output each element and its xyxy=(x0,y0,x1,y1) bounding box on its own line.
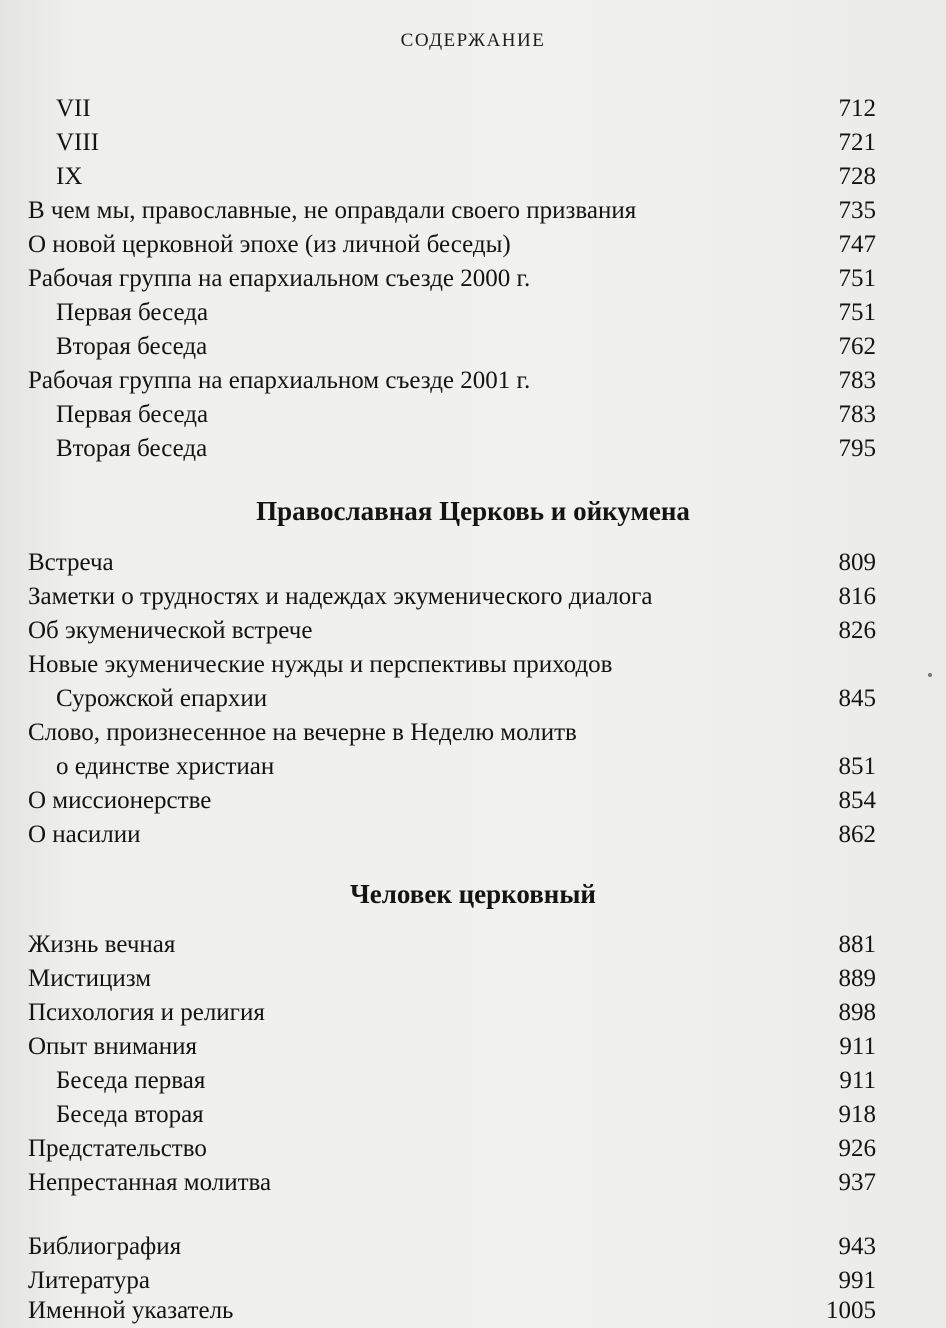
toc-entry-page: 851 xyxy=(838,753,876,780)
toc-entry-title: Рабочая группа на епархиальном съезде 2001 г. xyxy=(28,367,531,394)
toc-entry-title: О насилии xyxy=(28,821,141,848)
toc-entry-page: 712 xyxy=(838,95,876,122)
toc-entry xyxy=(28,1064,876,1098)
section-heading: Православная Церковь и ойкумена xyxy=(256,496,690,526)
toc-entry xyxy=(28,1294,876,1328)
toc-entry xyxy=(28,1264,876,1298)
toc-entry-title: Психология и религия xyxy=(28,999,265,1026)
toc-entry-title: Беседа первая xyxy=(56,1067,206,1094)
toc-entry xyxy=(28,330,876,364)
toc-entry-title: Библиография xyxy=(28,1233,182,1260)
toc-entry xyxy=(28,432,876,466)
toc-entry-title: Рабочая группа на епархиальном съезде 2000 г. xyxy=(28,265,531,292)
toc-entry-title: Вторая беседа xyxy=(56,435,208,462)
toc-entry-page: 862 xyxy=(838,821,876,848)
toc-entry-title: Об экуменической встрече xyxy=(28,617,313,644)
toc-entry-title: О новой церковной эпохе (из личной беседы) xyxy=(28,231,511,258)
toc-entry xyxy=(28,1030,876,1064)
toc-entry xyxy=(28,546,876,580)
toc-entry xyxy=(28,648,876,682)
toc-entry-page: 721 xyxy=(838,129,876,156)
toc-entry-page: 943 xyxy=(838,1233,876,1260)
toc-entry xyxy=(28,228,876,262)
toc-entry-title: VII xyxy=(56,95,91,122)
toc-entry-page: 881 xyxy=(838,931,876,958)
toc-entry-title: Заметки о трудностях и надеждах экуменического диалога xyxy=(28,583,653,610)
toc-entry-title: Встреча xyxy=(28,549,114,576)
toc-entry-continuation xyxy=(28,750,876,784)
toc-entry-page: 751 xyxy=(838,299,876,326)
toc-entry-title: Мистицизм xyxy=(28,965,152,992)
toc-entry-page: 926 xyxy=(838,1135,876,1162)
toc-entry xyxy=(28,194,876,228)
toc-entry-title: Вторая беседа xyxy=(56,333,208,360)
toc-entry xyxy=(28,1166,876,1200)
toc-entry-title: о единстве христиан xyxy=(56,753,275,780)
toc-entry xyxy=(28,1098,876,1132)
toc-entry-page: 991 xyxy=(838,1267,876,1294)
toc-entry-page: 816 xyxy=(838,583,876,610)
toc-entry-title: Непрестанная молитва xyxy=(28,1169,272,1196)
toc-entry-page: 1005 xyxy=(826,1297,876,1324)
toc-entry-page: 728 xyxy=(838,163,876,190)
toc-entry-page: 783 xyxy=(838,367,876,394)
paper-speck xyxy=(928,673,932,677)
toc-entry xyxy=(28,716,876,750)
toc-entry-page: 898 xyxy=(838,999,876,1026)
toc-entry-page: 747 xyxy=(838,231,876,258)
toc-entry xyxy=(28,996,876,1030)
toc-entry-continuation xyxy=(28,682,876,716)
toc-entry-page: 918 xyxy=(838,1101,876,1128)
toc-entry-title: Первая беседа xyxy=(56,401,209,428)
toc-entry-title: Беседа вторая xyxy=(56,1101,204,1128)
toc-entry xyxy=(28,398,876,432)
toc-entry xyxy=(28,160,876,194)
toc-entry-page: 762 xyxy=(838,333,876,360)
toc-entry-page: 751 xyxy=(838,265,876,292)
toc-entry-title: VIII xyxy=(56,129,100,156)
toc-entry-title: IX xyxy=(56,163,83,190)
section-heading: Человек церковный xyxy=(349,879,596,909)
toc-entry-page: 809 xyxy=(838,549,876,576)
toc-entry-title: Литература xyxy=(28,1267,150,1294)
toc-entry-title: Именной указатель xyxy=(28,1297,234,1324)
toc-entry xyxy=(28,580,876,614)
toc-entry-title: Сурожской епархии xyxy=(56,685,268,712)
toc-entry xyxy=(28,126,876,160)
toc-entry-page: 735 xyxy=(838,197,876,224)
toc-entry-page: 911 xyxy=(839,1067,876,1094)
toc-entry xyxy=(28,1230,876,1264)
toc-entry-title: Предстательство xyxy=(28,1135,207,1162)
toc-entry-title: В чем мы, православные, не оправдали своего призвания xyxy=(28,197,637,224)
toc-entry xyxy=(28,364,876,398)
toc-entry xyxy=(28,818,876,852)
toc-entry-title: Жизнь вечная xyxy=(28,931,176,958)
toc-entry-page: 783 xyxy=(838,401,876,428)
toc-entry xyxy=(28,296,876,330)
toc-entry xyxy=(28,1132,876,1166)
toc-entry-page: 937 xyxy=(838,1169,876,1196)
toc-entry-page: 845 xyxy=(838,685,876,712)
toc-entry-page: 911 xyxy=(839,1033,876,1060)
toc-entry xyxy=(28,614,876,648)
toc-entry-page: 854 xyxy=(838,787,876,814)
toc-entry-page: 889 xyxy=(838,965,876,992)
toc-entry xyxy=(28,262,876,296)
toc-entry xyxy=(28,962,876,996)
toc-entry xyxy=(28,928,876,962)
toc-entry xyxy=(28,784,876,818)
toc-entry xyxy=(28,92,876,126)
toc-entry-title: Новые экуменические нужды и перспективы приходов xyxy=(28,651,613,678)
toc-entry-page: 826 xyxy=(838,617,876,644)
running-header: СОДЕРЖАНИЕ xyxy=(400,30,546,51)
toc-entry-title: О миссионерстве xyxy=(28,787,212,814)
toc-entry-title: Первая беседа xyxy=(56,299,209,326)
toc-entry-title: Опыт внимания xyxy=(28,1033,197,1060)
toc-entry-page: 795 xyxy=(838,435,876,462)
toc-entry-title: Слово, произнесенное на вечерне в Неделю молитв xyxy=(28,719,577,746)
